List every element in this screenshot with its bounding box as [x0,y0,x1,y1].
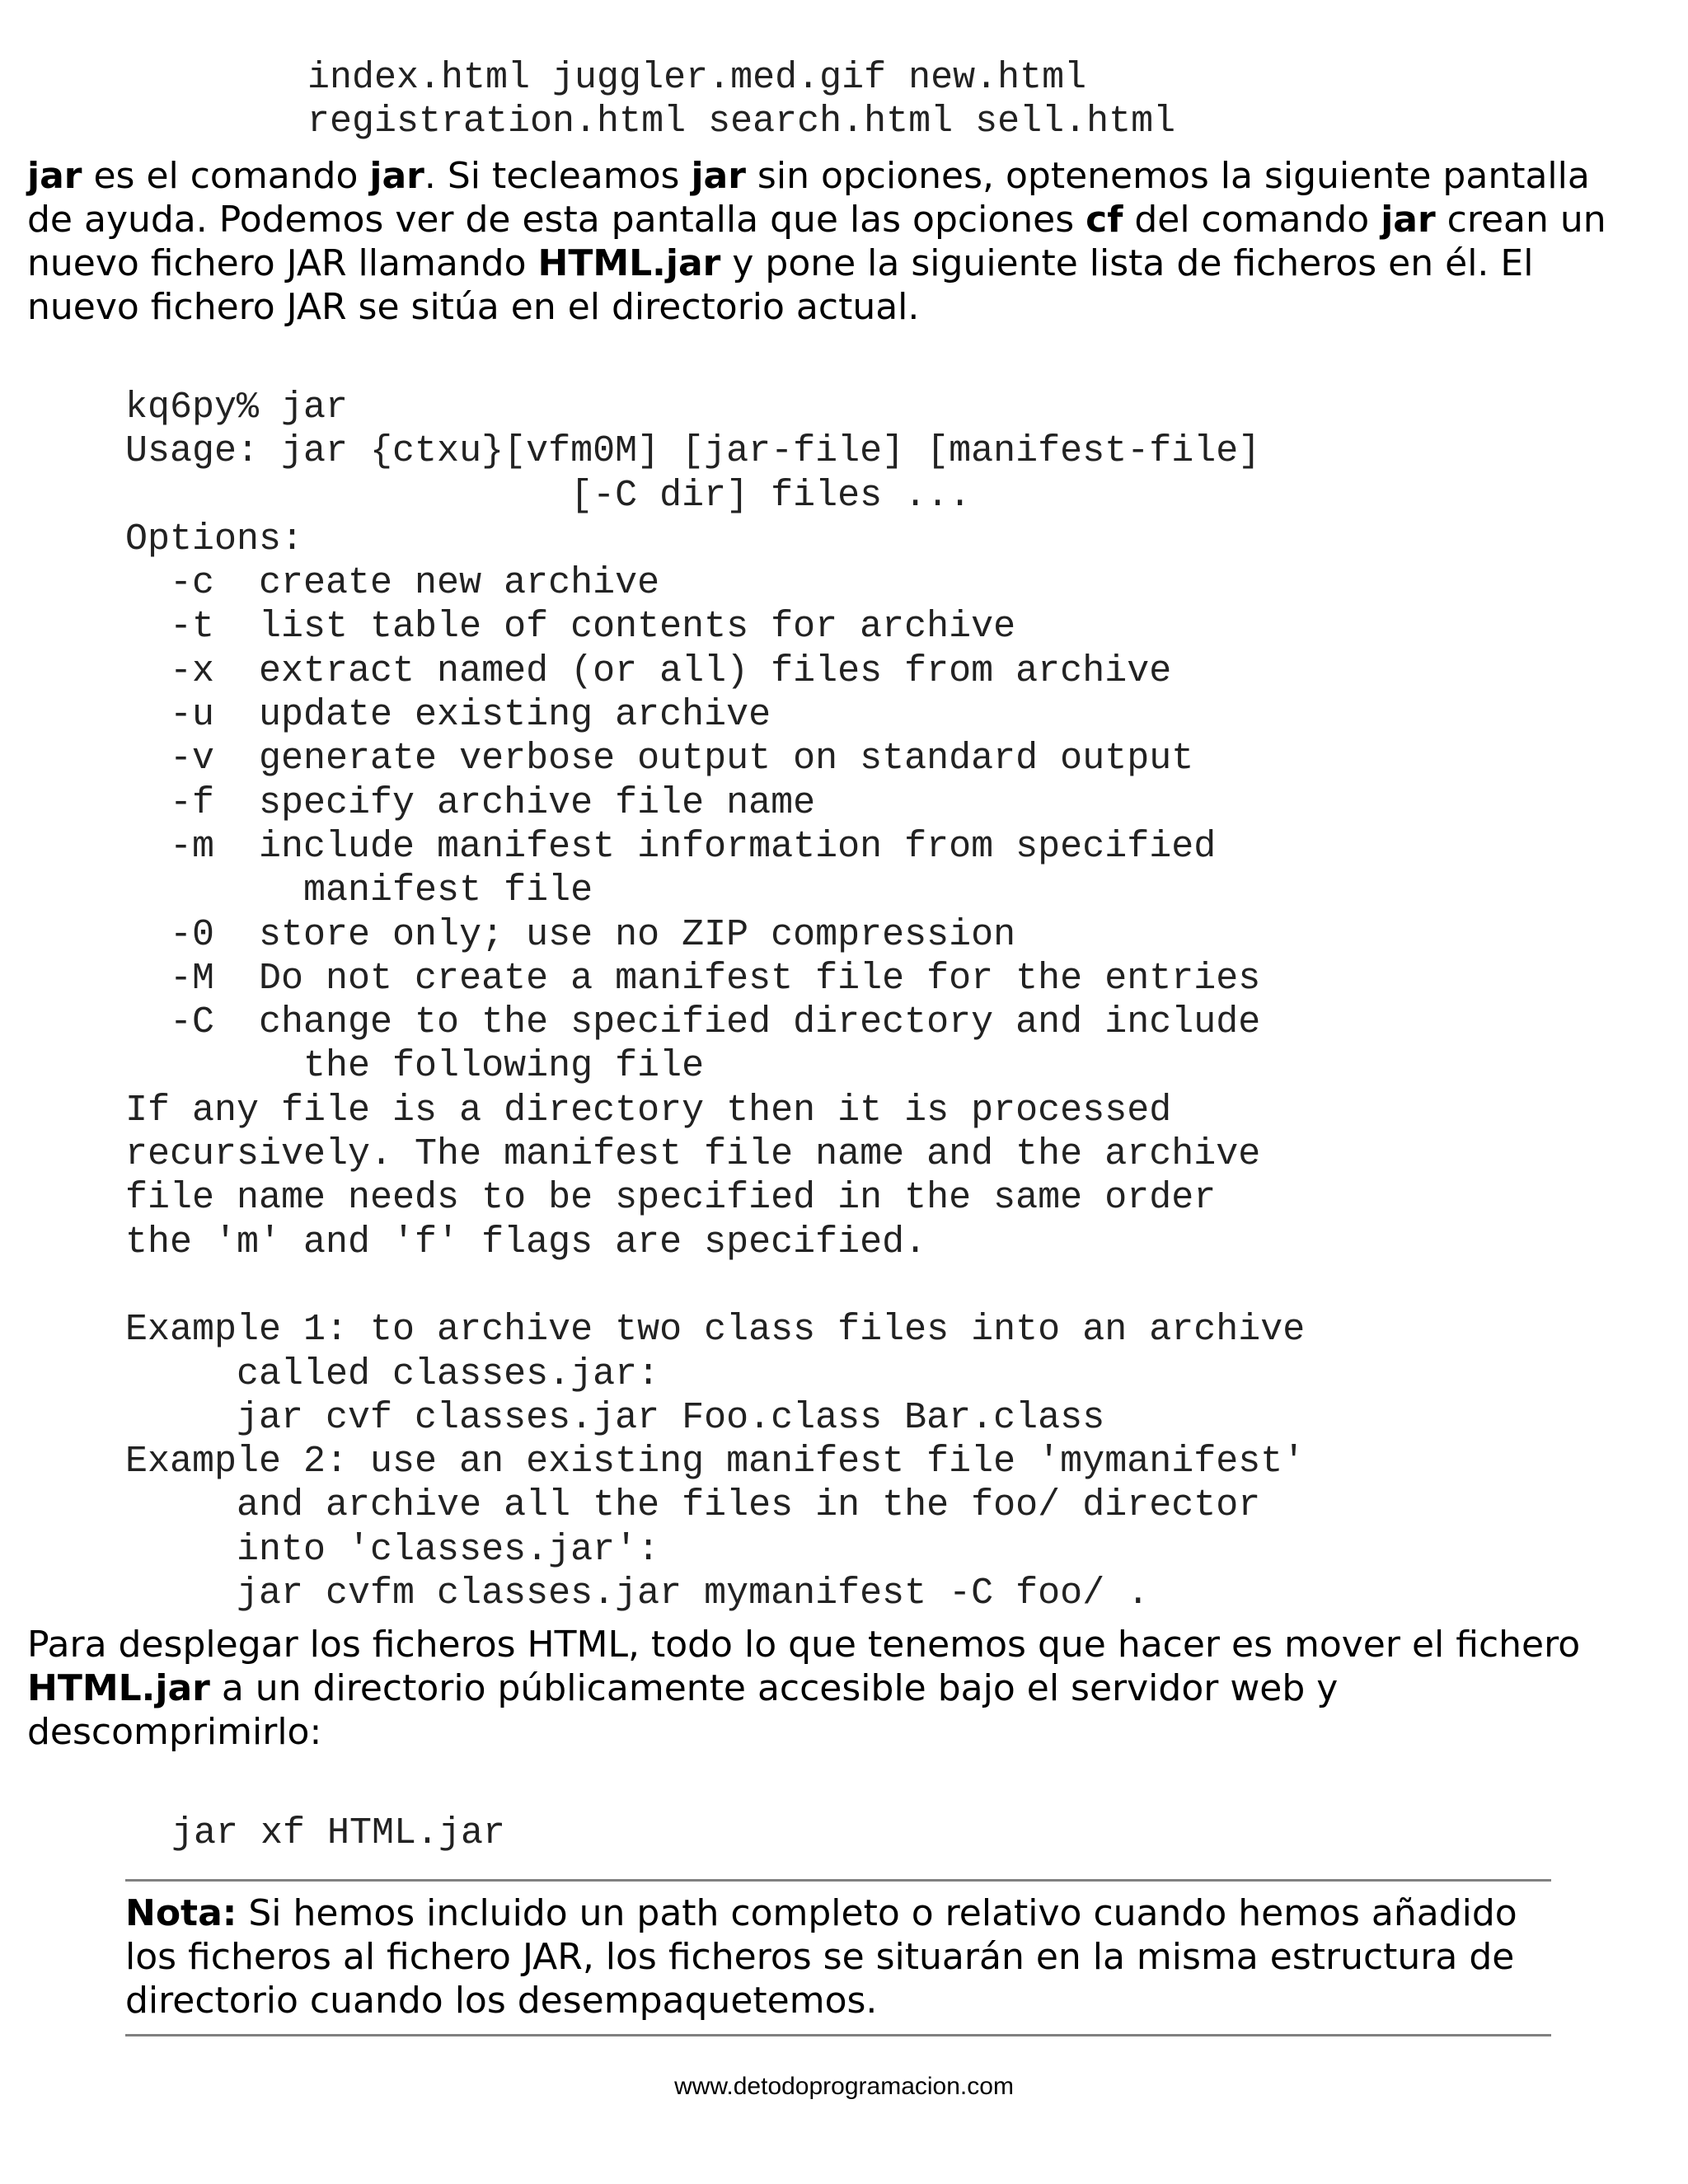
jar-help-output: kq6py% jar Usage: jar {ctxu}[vfm0M] [jar-file] [manifest-file] [-C dir] files ... Options: -c create new archive -t list table of contents for archive -x extract named (or all) files from archive -u update existing archive -v generate verbose output on standard output -f specify archive file name -m include manifest information from specified manifest file -0 store only; use no ZIP compression -M Do not create a manifest file for the entries -C change to the specified directory and include the following file If any file is a directory then it is processed recursively. The manifest file name and the archive file name needs to be specified in the same order the 'm' and 'f' flags are specified. Example 1: to archive two class files into an archive called classes.jar: jar cvf classes.jar Foo.class Bar.class Example 2: use an existing manifest file 'mymanifest' and archive all the files in the foo/ director into 'classes.jar': jar cvfm classes.jar mymanifest -C foo/ . [125,387,1306,1615]
text-run: y pone la siguiente lista de ficheros en él. El nuevo fichero JAR se sitúa en el directorio actual. [27,242,1534,328]
file-listing-line: index.html juggler.med.gif new.html [307,57,1087,99]
text-run: crean un nuevo fichero JAR llamando [27,199,1606,284]
text-run: . Si tecleamos [424,155,692,197]
bold-term: jar [691,155,746,197]
bold-term: jar [27,155,82,197]
note-text: Si hemos incluido un path completo o relativo cuando hemos añadido los ficheros al fichero JAR, los ficheros se situarán en la misma estructura de directorio cuando los desempaquetemos. [125,1892,1517,2022]
bold-term: HTML.jar [537,242,721,284]
bold-term: jar [369,155,424,197]
extract-command: jar xf HTML.jar [171,1812,506,1854]
text-run: Para desplegar los ficheros HTML, todo lo que tenemos que hacer es mover el fichero [27,1624,1581,1666]
text-run: sin opciones, optenemos la siguiente pantalla de ayuda. Podemos ver de esta pantalla que las opciones [27,155,1590,241]
file-listing [307,56,1175,144]
note-box [125,1891,1551,2022]
bold-term: jar [1381,199,1436,241]
text-run: a un directorio públicamente accesible bajo el servidor web y descomprimirlo: [27,1667,1339,1753]
bold-term: HTML.jar [27,1667,210,1709]
footer-url: www.detodoprogramacion.com [674,2073,1014,2100]
text-run: del comando [1123,199,1381,241]
note-top-rule [125,1879,1551,1882]
note-bottom-rule [125,2034,1551,2036]
deploy-paragraph [27,1623,1630,1754]
bold-term: cf [1085,199,1123,241]
text-run: es el comando [82,155,370,197]
note-label: Nota: [125,1892,237,1934]
intro-paragraph [27,154,1630,329]
file-listing-line: registration.html search.html sell.html [307,101,1176,143]
